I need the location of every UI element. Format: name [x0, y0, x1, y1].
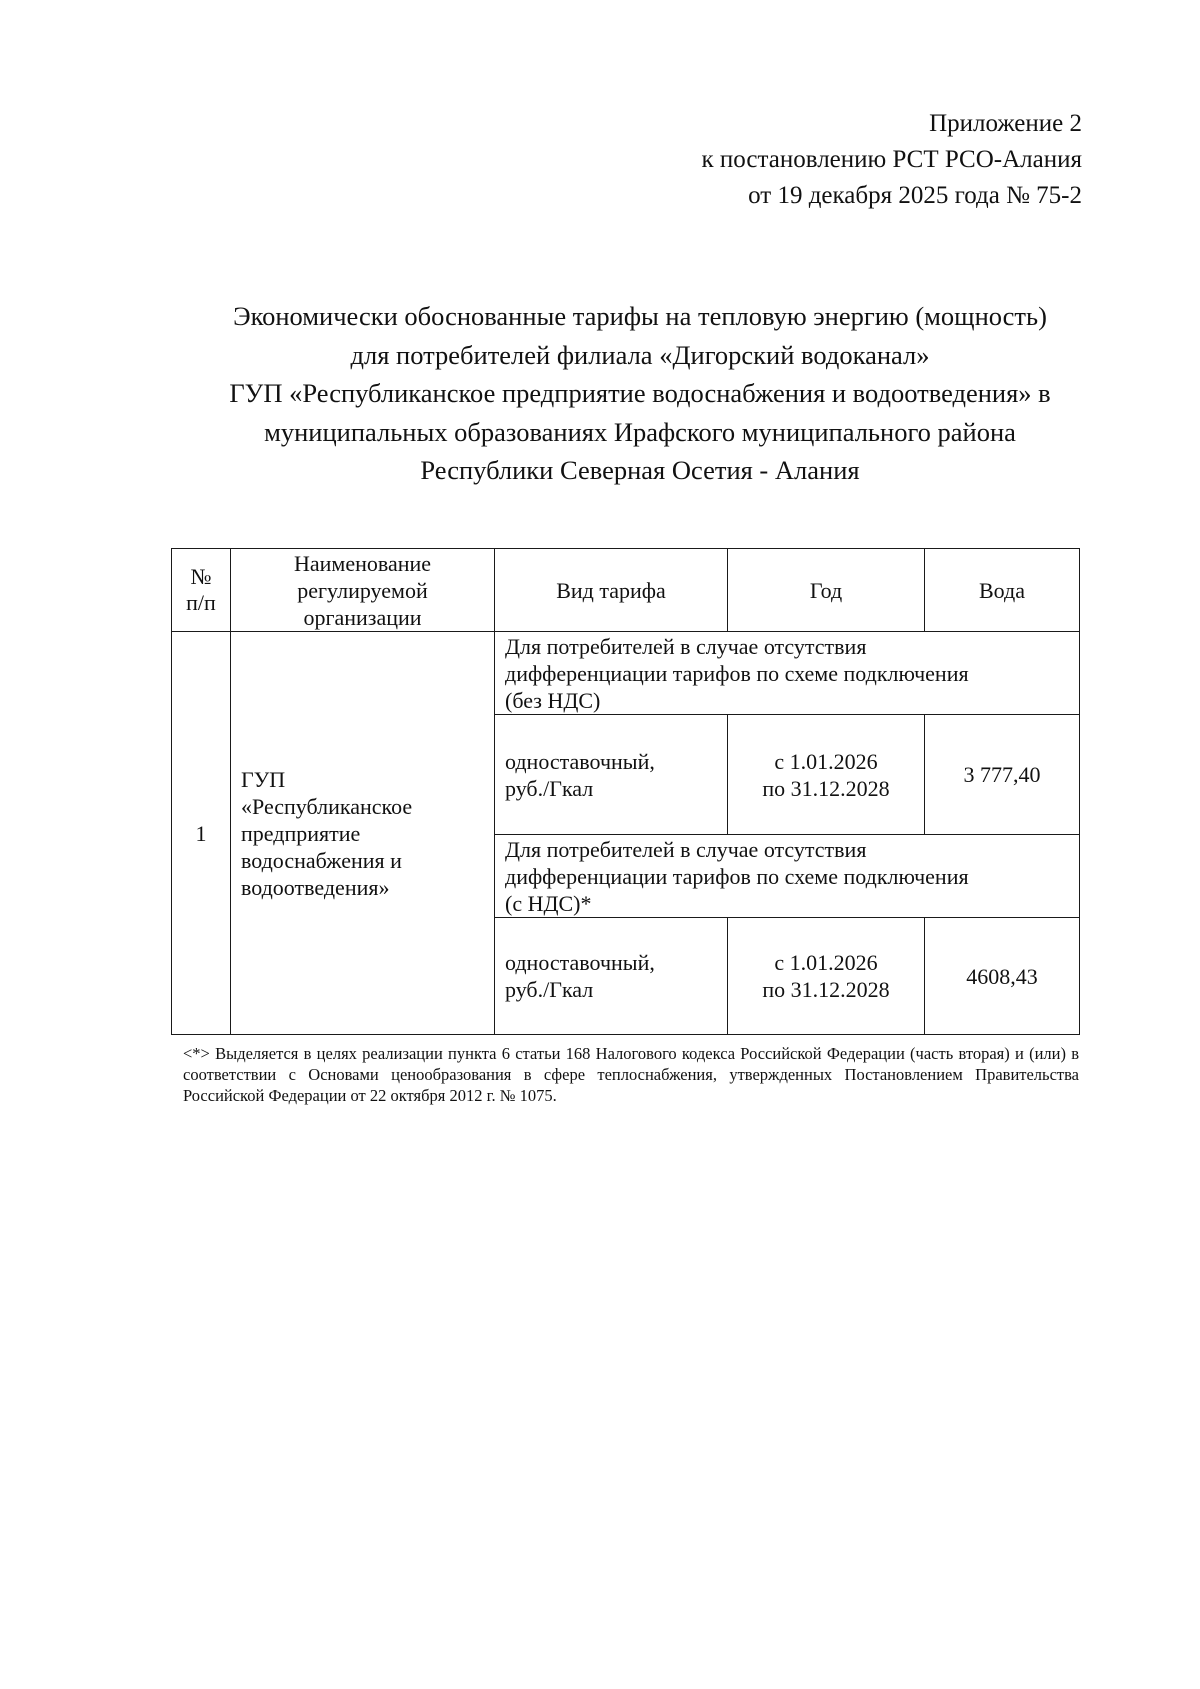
appendix-line-3: от 19 декабря 2025 года № 75-2	[748, 182, 1082, 209]
period-cell	[728, 715, 925, 835]
row-number: 1	[172, 632, 231, 1035]
group-label-line-1: Для потребителей в случае отсутствия	[505, 837, 867, 862]
title-line-2: для потребителей филиала «Дигорский водоканал»	[350, 339, 930, 370]
header-number-line-2: п/п	[186, 590, 216, 615]
group-label-line-2: дифференциации тарифов по схеме подключения	[505, 864, 969, 889]
title-line-5: Республики Северная Осетия - Алания	[420, 455, 860, 485]
water-value-cell: 4608,43	[925, 918, 1080, 1035]
period-cell	[728, 918, 925, 1035]
title-line-1: Экономически обоснованные тарифы на тепловую энергию (мощность)	[233, 301, 1047, 331]
header-organization-line-1: Наименование	[293, 550, 432, 576]
period-line-2: по 31.12.2028	[762, 775, 890, 801]
title-line-4: муниципальных образованиях Ирафского муниципального района	[264, 416, 1016, 447]
title-line-3: ГУП «Республиканское предприятие водоснабжения и водоотведения» в	[229, 378, 1051, 408]
appendix-line-2: к постановлению РСТ РСО-Алания	[701, 146, 1082, 173]
group-label-line-3: (без НДС)	[505, 688, 601, 713]
table-row	[172, 632, 1080, 715]
header-number	[172, 549, 231, 632]
group-label-line-2: дифференциации тарифов по схеме подключения	[505, 661, 969, 686]
appendix-line-1: Приложение 2	[929, 110, 1082, 137]
period-line-1: с 1.01.2026	[774, 950, 878, 975]
document-title	[160, 297, 1120, 490]
organization-name	[231, 632, 495, 1035]
tariff-type-line-1: одноставочный,	[505, 950, 655, 975]
footnote: <*> Выделяется в целях реализации пункта 6 статьи 168 Налогового кодекса Российской Федерации (часть вторая) и (или) в соответствии с Основами ценообразования в сфере теплоснабжения, утвержденных Постановлением Правительства Российской Федерации от 22 октября 2012 г. № 1075.	[183, 1044, 1079, 1105]
tariff-type-line-2: руб./Гкал	[505, 977, 594, 1002]
header-organization	[231, 549, 495, 632]
table-header-row	[172, 549, 1080, 632]
group-label-without-vat	[495, 632, 1080, 715]
organization-line-2: «Республиканское	[241, 793, 413, 819]
header-year: Год	[728, 549, 925, 632]
tariff-table	[171, 548, 1080, 1035]
tariff-type-line-1: одноставочный,	[505, 748, 655, 774]
header-organization-line-2: регулируемой	[297, 577, 428, 603]
header-number-line-1: №	[190, 564, 212, 589]
header-tariff-type: Вид тарифа	[495, 549, 728, 632]
group-label-line-3: (с НДС)*	[505, 891, 592, 916]
header-organization-line-3: организации	[303, 604, 422, 630]
tariff-type-line-2: руб./Гкал	[505, 775, 594, 801]
period-line-1: с 1.01.2026	[774, 748, 878, 774]
tariff-type-cell	[495, 918, 728, 1035]
group-label-with-vat	[495, 835, 1080, 918]
organization-line-1: ГУП	[241, 766, 286, 792]
tariff-type-cell	[495, 715, 728, 835]
organization-line-4: водоснабжения и	[241, 847, 402, 873]
water-value-cell: 3 777,40	[925, 715, 1080, 835]
group-label-line-1: Для потребителей в случае отсутствия	[505, 634, 867, 659]
appendix-header	[702, 106, 1082, 214]
organization-line-3: предприятие	[241, 820, 361, 846]
period-line-2: по 31.12.2028	[762, 977, 890, 1002]
organization-line-5: водоотведения»	[241, 874, 390, 900]
header-water: Вода	[925, 549, 1080, 632]
